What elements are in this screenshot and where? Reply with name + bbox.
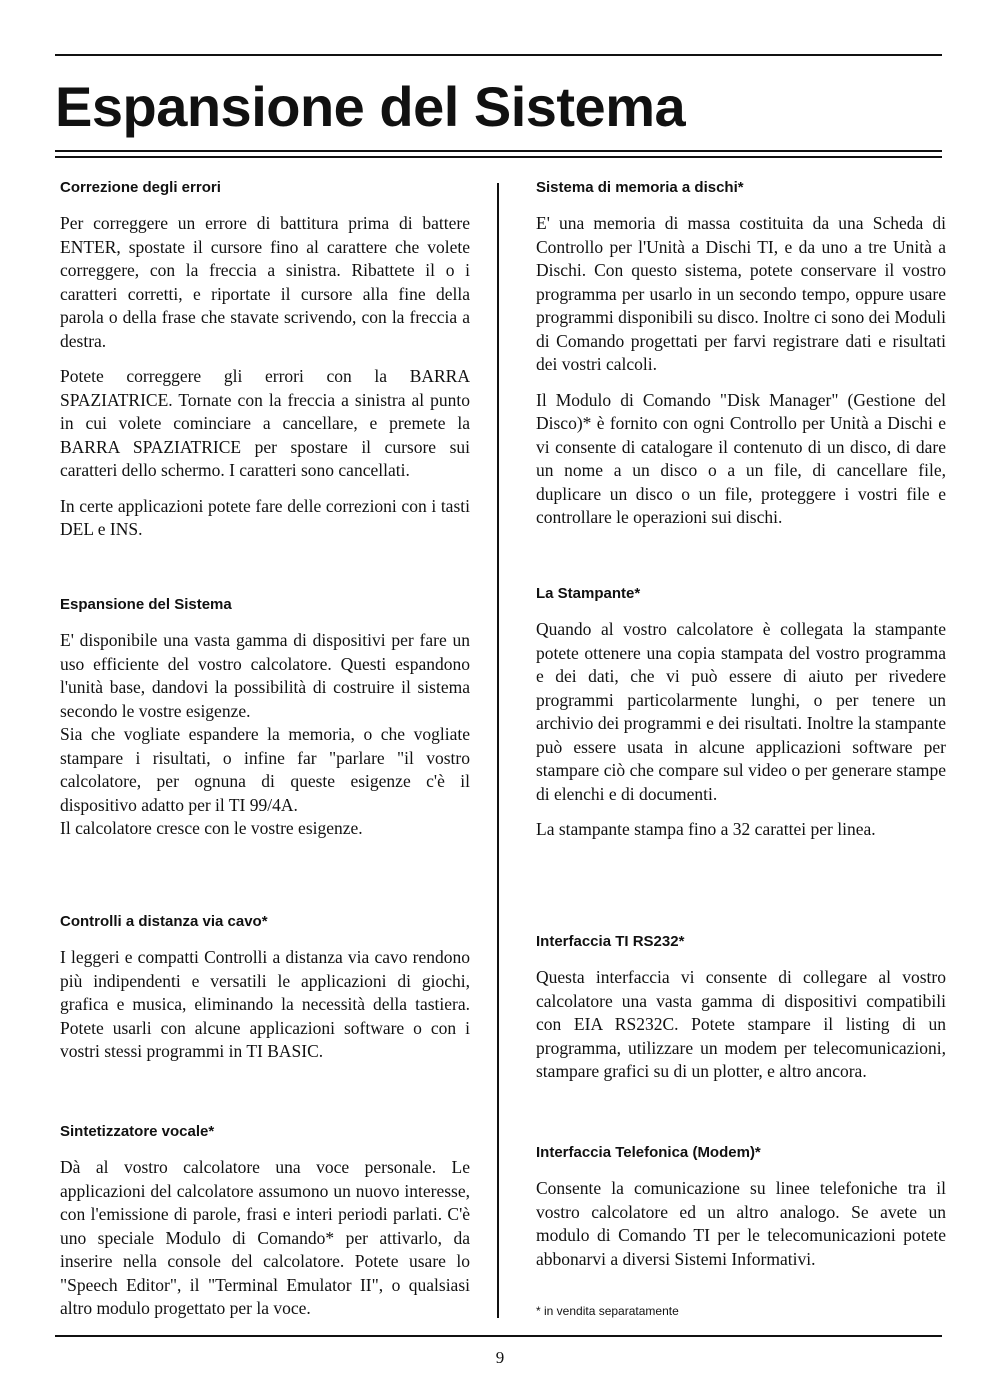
section-disk-memory <box>536 178 946 542</box>
paragraph: E' una memoria di massa costituita da una Scheda di Controllo per l'Unità a Dischi TI, e da uno a tre Unità a Dischi. Con questo sistema, potete conservare il vostro programma per usarlo in un secondo tempo, oppure usare programmi disponibili su disco. Inoltre ci sono dei Moduli di Comando progettati per farvi registrare dati e risultati dei vostri calcoli. <box>536 213 946 374</box>
text-line: E' disponibile una vasta gamma di dispositivi per fare un uso efficiente del vostro calcolatore. Questi espandono l'unità base, dandovi la possibilità di costruire il sistema secondo le vostre esigenze. <box>60 630 470 721</box>
paragraph: Il Modulo di Comando "Disk Manager" (Gestione del Disco)* è fornito con ogni Controllo per Unità a Dischi e vi consente di catalogare il contenuto di un disco, di dare un nome a un disco o a un file, di cancellare file, duplicare un disco o un file, proteggere i vostri file e controllare le operazioni sui dischi. <box>536 389 946 527</box>
paragraph: Per correggere un errore di battitura prima di battere ENTER, spostate il cursore fino al carattere che volete correggere, con la freccia a sinistra. Ribattete il o i caratteri corretti, e riportate il cursore alla fine della parola o della frase che stavate scrivendo, con la freccia a destra. <box>60 213 470 351</box>
section-printer <box>536 584 946 854</box>
section-heading: Espansione del Sistema <box>60 596 232 613</box>
section-rs232-interface <box>536 932 946 1096</box>
section-error-correction <box>60 178 470 554</box>
section-heading: La Stampante* <box>536 585 641 602</box>
title-rule-upper <box>55 150 942 152</box>
section-heading: Controlli a distanza via cavo* <box>60 913 268 930</box>
paragraph: Quando al vostro calcolatore è collegata la stampante potete ottenere una copia stampata del vostro programma e dei dati, che vi può essere di aiuto per rivedere programmi particolarmente lunghi, o per tenere un archivio dei programmi e dei risultati. Inoltre la stampante può essere usata in alcune applicazioni software per stampare ciò che compare sul video o per generare stampe di elenchi e di documenti. <box>536 619 946 804</box>
bottom-rule <box>55 1335 942 1337</box>
section-modem-interface <box>536 1143 946 1283</box>
paragraph: Consente la comunicazione su linee telefoniche tra il vostro calcolatore ed un altro analogo. Se avete un modulo di Comando TI per le telecomunicazioni potete abbonarvi a diversi Sistemi Informativi. <box>536 1178 946 1269</box>
paragraph: I leggeri e compatti Controlli a distanza via cavo rendono più indipendenti e versatili le applicazioni di giochi, grafica e musica, eliminando la necessità della tastiera. Potete usarli con alcune applicazioni software o con i vostri stessi programmi in TI BASIC. <box>60 947 470 1061</box>
page-number: 9 <box>495 1348 505 1367</box>
section-heading: Sistema di memoria a dischi* <box>536 179 744 196</box>
section-heading: Sintetizzatore vocale* <box>60 1123 215 1140</box>
paragraph: La stampante stampa fino a 32 carattei per linea. <box>536 819 876 839</box>
top-rule <box>55 54 942 56</box>
section-heading: Interfaccia Telefonica (Modem)* <box>536 1144 761 1161</box>
section-system-expansion <box>60 595 470 853</box>
text-line: Il calcolatore cresce con le vostre esigenze. <box>60 818 363 838</box>
footnote: * in vendita separatamente <box>536 1304 679 1318</box>
text-line: Sia che vogliate espandere la memoria, o che vogliate stampare i risultati, o infine far "parlare "il vostro calcolatore, per ognuna di queste esigenze c'è il dispositivo adatto per il TI 99/4A. <box>60 724 470 815</box>
paragraph <box>60 629 470 841</box>
section-heading: Correzione degli errori <box>60 179 221 196</box>
section-speech-synthesizer <box>60 1122 470 1333</box>
section-joysticks <box>60 912 470 1076</box>
paragraph: In certe applicazioni potete fare delle correzioni con i tasti DEL e INS. <box>60 495 470 539</box>
section-heading: Interfaccia TI RS232* <box>536 933 685 950</box>
paragraph: Potete correggere gli errori con la BARRA SPAZIATRICE. Tornate con la freccia a sinistra al punto in cui volete cominciare a cancellare, e premete la BARRA SPAZIATRICE per spostare il cursore sui caratteri dello schermo. I caratteri sono cancellati. <box>60 366 470 480</box>
paragraph: Questa interfaccia vi consente di collegare al vostro calcolatore una vasta gamma di dispositivi compatibili con EIA RS232C. Potete stampare il listing di un programma, utilizzare un modem per telecomunicazioni, stampare grafici su di un plotter, e altro ancora. <box>536 967 946 1081</box>
column-divider <box>497 183 499 1318</box>
title-rule-lower <box>55 156 942 158</box>
page-title: Espansione del Sistema <box>55 75 686 138</box>
paragraph: Dà al vostro calcolatore una voce personale. Le applicazioni del calcolatore assumono un nuovo interesse, con l'emissione di parole, frasi e interi periodi parlati. C'è uno speciale Modulo di Comando* per attivarlo, da inserire nella console del calcolatore. Potete usare lo "Speech Editor", il "Terminal Emulator II", o qualsiasi altro modulo progettato per la voce. <box>60 1157 470 1318</box>
